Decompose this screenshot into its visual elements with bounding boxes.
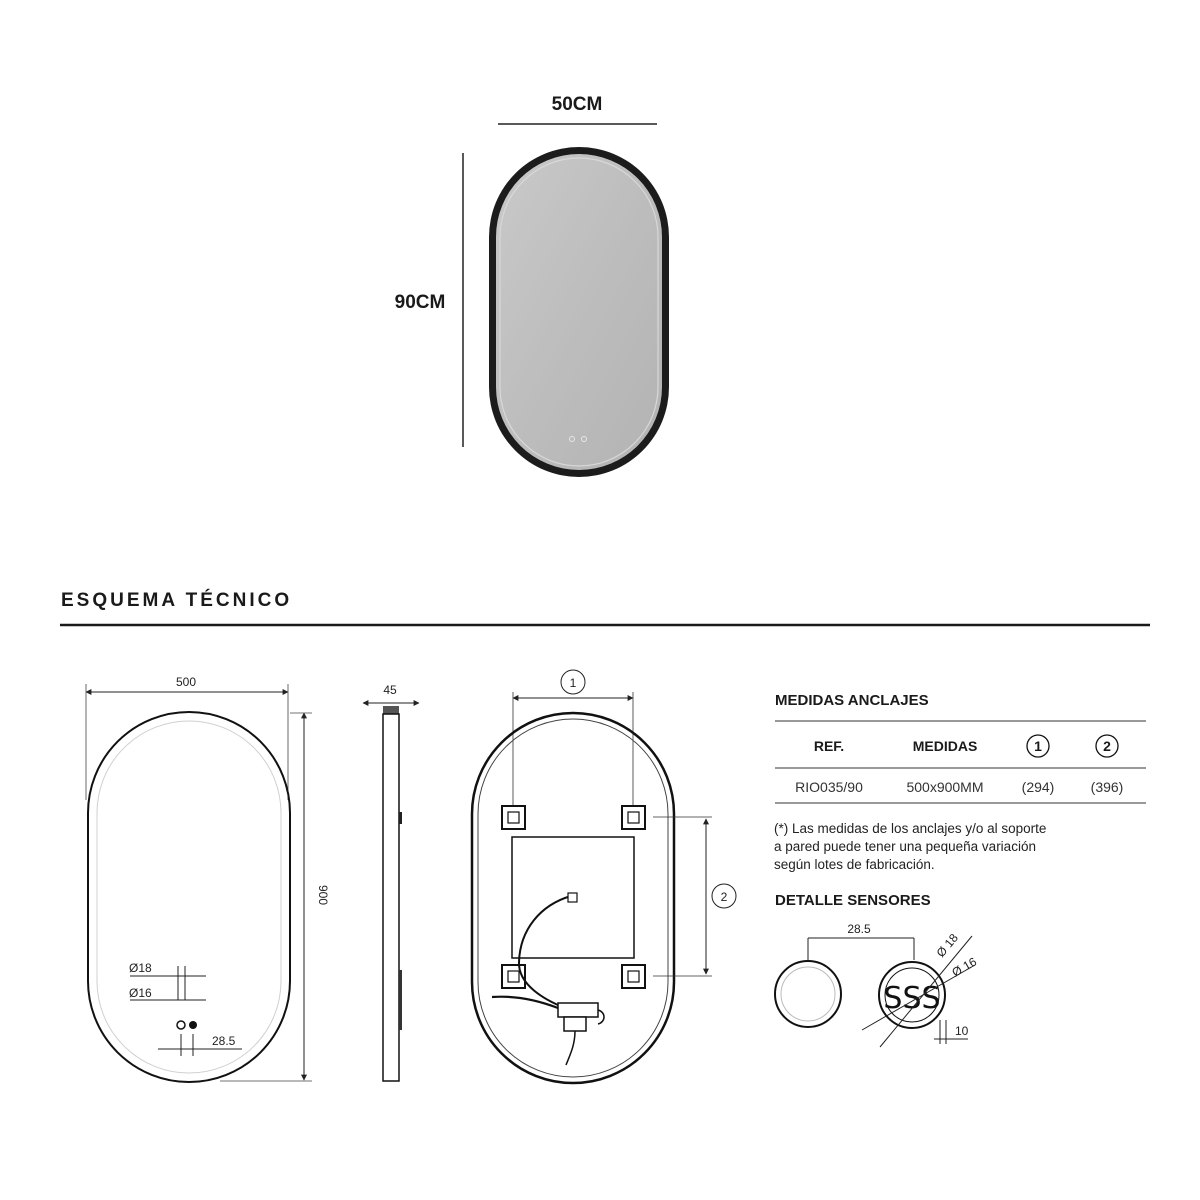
front-dia18-label: Ø18 <box>129 961 152 975</box>
front-dia16-label: Ø16 <box>129 986 152 1000</box>
back-cable <box>492 997 558 1008</box>
side-depth-label: 45 <box>383 683 397 697</box>
front-sensor-gap-label: 28.5 <box>212 1034 236 1048</box>
front-sensor-icon <box>189 1021 197 1029</box>
anchor-table <box>774 692 1146 872</box>
anchor-note-line: a pared puede tener una pequeña variación <box>774 839 1036 854</box>
table-header-ref: REF. <box>813 738 845 754</box>
anchor-note-line: (*) Las medidas de los anclajes y/o al soporte <box>774 821 1047 836</box>
anchor-bracket-icon <box>502 806 525 829</box>
front-sensor-icon <box>177 1021 185 1029</box>
sensor-glyph: SSS <box>883 981 941 1016</box>
front-led-outline <box>97 721 281 1073</box>
back-connector-icon <box>568 893 577 902</box>
table-cell-ref: RIO035/90 <box>795 779 863 795</box>
photo-width-label: 50CM <box>551 94 603 115</box>
front-view <box>86 675 330 1082</box>
table-cell-anchor-2: (396) <box>1090 779 1124 795</box>
sensor-dia16-label: Ø 16 <box>949 954 980 980</box>
callout-1-label: 1 <box>569 676 577 690</box>
table-row <box>795 779 1123 795</box>
back-transformer-icon <box>558 1003 598 1017</box>
anchor-bracket-icon <box>622 965 645 988</box>
back-cable <box>566 1031 575 1065</box>
side-profile-outline <box>383 714 399 1081</box>
table-header-medidas: MEDIDAS <box>912 738 978 754</box>
section-title: ESQUEMA TÉCNICO <box>61 590 293 611</box>
sensor-detail-title: DETALLE SENSORES <box>775 892 931 909</box>
sensor-ring-icon <box>775 961 841 1027</box>
photo-height-label: 90CM <box>394 292 446 313</box>
sensor-thickness-label: 10 <box>955 1024 969 1038</box>
table-header-callout-1: 1 <box>1034 738 1042 754</box>
anchor-table-title: MEDIDAS ANCLAJES <box>775 692 929 709</box>
table-cell-anchor-1: (294) <box>1021 779 1055 795</box>
sensor-dia18-label: Ø 18 <box>933 931 962 960</box>
sensor-gap-label: 28.5 <box>847 922 871 936</box>
side-top-cap <box>383 706 399 714</box>
front-width-label: 500 <box>175 675 197 689</box>
anchor-bracket-icon <box>622 806 645 829</box>
front-height-label: 900 <box>316 884 330 906</box>
mirror-photo <box>395 94 669 477</box>
photo-mirror-glass <box>496 154 662 470</box>
sensor-ring-inner <box>781 967 835 1021</box>
anchor-note-line: según lotes de fabricación. <box>774 857 935 872</box>
back-cable <box>519 896 571 1008</box>
table-header-callout-2: 2 <box>1103 738 1111 754</box>
sensor-detail <box>775 892 979 1047</box>
back-cable <box>598 1010 604 1024</box>
side-bracket-icon <box>399 970 402 1030</box>
back-plug-icon <box>564 1017 586 1031</box>
front-mirror-outline <box>88 712 290 1082</box>
side-clip-icon <box>399 812 402 824</box>
side-view <box>363 683 419 1081</box>
table-cell-medidas: 500x900MM <box>906 779 984 795</box>
back-view <box>472 670 736 1083</box>
callout-2-label: 2 <box>720 890 728 904</box>
